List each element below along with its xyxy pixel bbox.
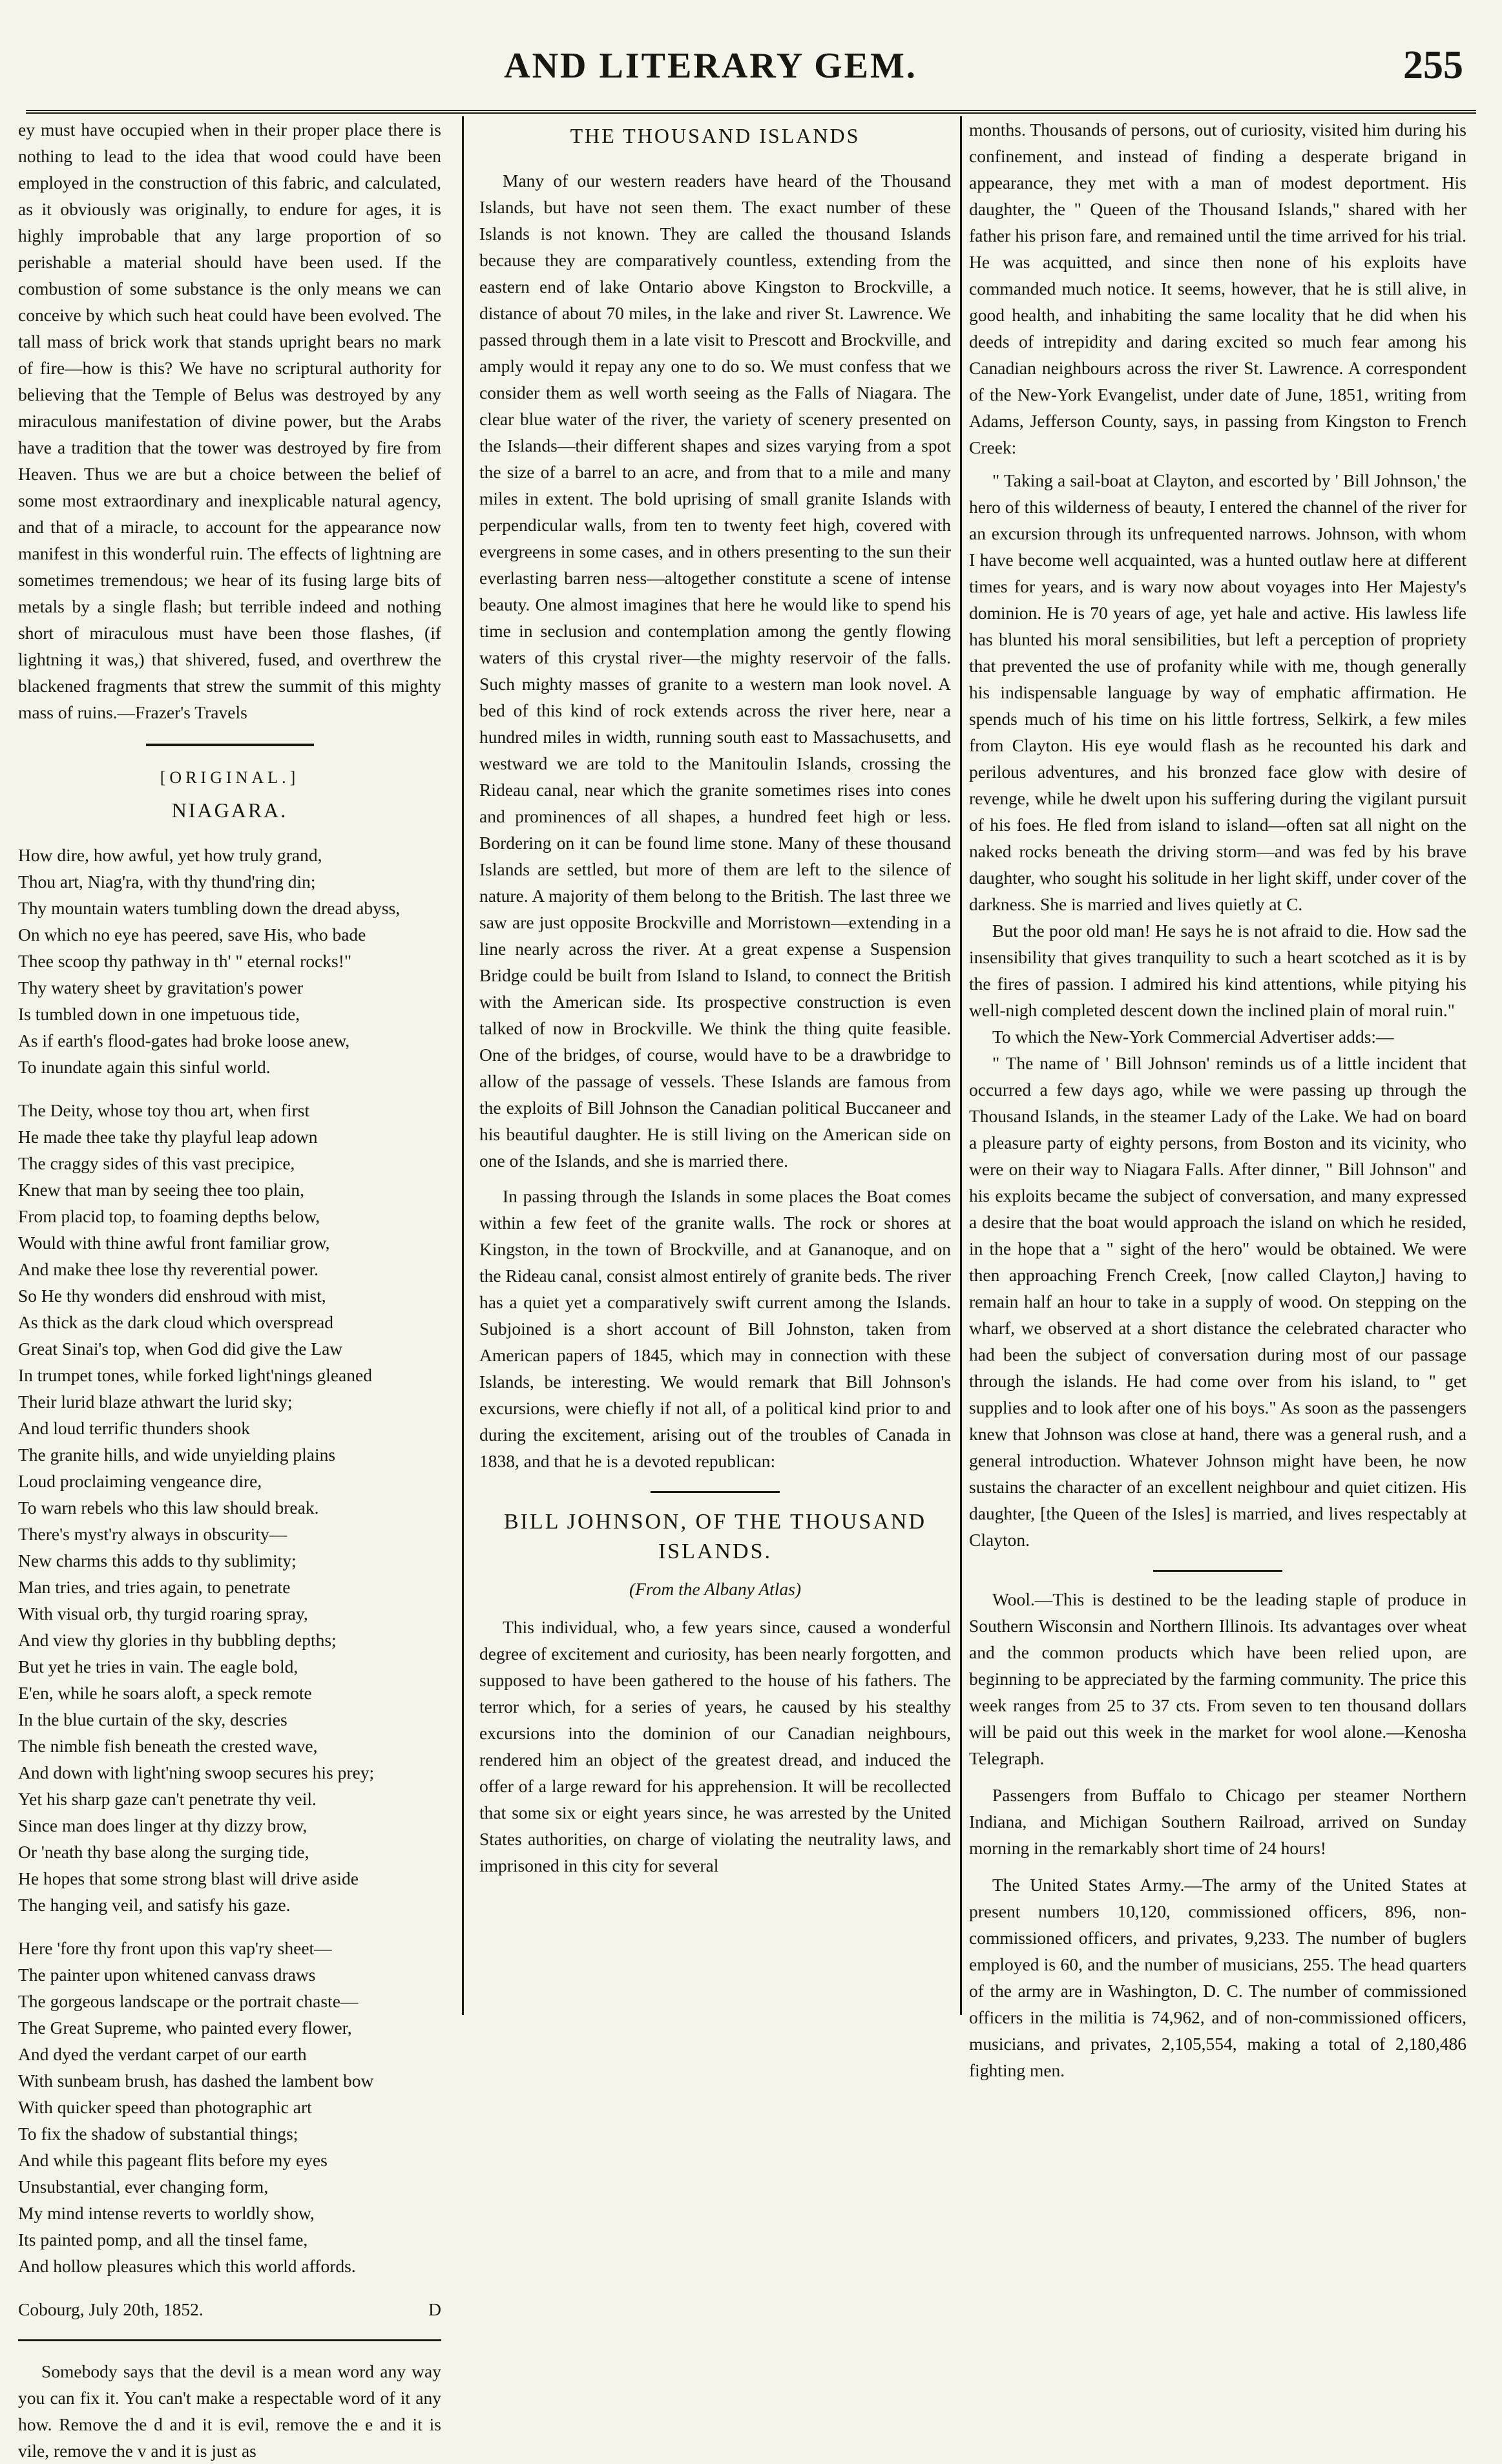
frazer-fragment: ey must have occupied when in their proper place there is nothing to lead to the idea that wood could have been employed in the construction of this fabric, and calculated, as it obviously was originally, to endure for ages, it is highly improbable that any large proportion of so perishable a material should have been used. If the combustion of some substance is the only means we can conceive by which such heat could have been evolved. The tall mass of brick work that stands upright bears no mark of fire—how is this? We have no scriptural authority for believing that the Temple of Belus was destroyed by any miraculous manifestation of divine power, but the Arabs have a tradition that the tower was destroyed by fire from Heaven. Thus we are but a choice between the belief of some most extraordinary and inexplicable natural agency, and that of a miracle, to account for the appearance now manifest in this wonderful ruin. The effects of lightning are sometimes tremendous; we hear of its fusing large bits of metals by a single flash; but terrible indeed and nothing short of miraculous must have been those flashes, (if lightning it was,) that shivered, fused, and overthrew the blackened fragments that strew the summit of this mighty mass of ruins.—Frazer's Travels [18,120,441,722]
poem-line: He hopes that some strong blast will drive aside [18,1868,359,1888]
poem-line: With sunbeam brush, has dashed the lambent bow [18,2071,374,2091]
poem-line: As thick as the dark cloud which overspread [18,1312,333,1332]
article-title-thousand-islands: THE THOUSAND ISLANDS [570,124,861,147]
running-head: AND LITERARY GEM. [504,46,917,86]
poem-line: So He thy wonders did enshroud with mist, [18,1286,326,1306]
poem-line: Is tumbled down in one impetuous tide, [18,1004,300,1024]
poem-line: And view thy glories in thy bubbling depths; [18,1630,337,1650]
poem-line: But yet he tries in vain. The eagle bold, [18,1656,298,1676]
poem-stanza [18,1097,441,1918]
poem-stanza [18,1935,441,2279]
poem-line: Thou art, Niag'ra, with thy thund'ring din; [18,872,316,892]
poem-line: How dire, how awful, yet how truly grand, [18,845,322,865]
poem-line: With quicker speed than photographic art [18,2097,312,2117]
wool-paragraph: Wool.—This is destined to be the leading staple of produce in Southern Wisconsin and Northern Illinois. Its advantages over wheat and the common products which have been relied upon, are beginning to be appreciated by the farming community. The price this week ranges from 25 to 37 cts. From seven to ten thousand dollars will be paid out this week in the market for wool alone.—Kenosha Telegraph. [969,1589,1466,1768]
poem-signature [18,2296,441,2323]
poem-line: The craggy sides of this vast precipice, [18,1153,295,1173]
poem-line: My mind intense reverts to worldly show, [18,2203,315,2223]
poem-line: Loud proclaiming vengeance dire, [18,1471,262,1491]
article-source: (From the Albany Atlas) [629,1579,802,1599]
poem-line: And dyed the verdant carpet of our earth [18,2044,307,2064]
article-paragraph: To which the New-York Commercial Advertiser adds:— [992,1027,1394,1047]
poem-line: Its painted pomp, and all the tinsel fame, [18,2229,308,2250]
article-paragraph: " Taking a sail-boat at Clayton, and escorted by ' Bill Johnson,' the hero of this wilderness of beauty, I entered the channel of the river for an excursion through its unfrequented narrows. Johnson, with whom I have become well acquainted, was a hunted outlaw here at different times for years, and is wary now about voyages into Her Majesty's dominion. He is 70 years of age, yet hale and active. His lawless life has blunted his moral sensibilities, but left a perception of propriety that prevented the use of profanity while with me, though generally his indispensable language by way of emphatic affirmation. He spends much of his time on his little fortress, Selkirk, a few miles from Clayton. His eye would flash as he recounted his dark and perilous adventures, and his bronzed face glow with desire of revenge, while he dwelt upon his suffering during the vigilant pursuit of his foes. He fled from island to island—often sat all night on the naked rocks beneath the driving storm—and was fed by his brave daughter, who sought his solitude in her light skiff, under cover of the darkness. She is married and lives quietly at C. [969,470,1466,914]
article-paragraph: This individual, who, a few years since, caused a wonderful degree of excitement and curiosity, has been nearly forgotten, and supposed to have been gathered to the house of his fathers. The terror which, for a series of years, he caused by his stealthy excursions into the dominion of our Canadian neighbours, rendered him an object of the greatest dread, and induced the offer of a large reward for his apprehension. It will be recollected that some six or eight years since, he was arrested by the United States authorities, on charge of violating the neutrality laws, and imprisoned in this city for several [479,1617,951,1875]
poem-line: In the blue curtain of the sky, descries [18,1709,287,1729]
poem-line: E'en, while he soars aloft, a speck remote [18,1683,312,1703]
poem-line: Thy mountain waters tumbling down the dread abyss, [18,898,401,918]
poem-line: The Deity, whose toy thou art, when first [18,1100,310,1120]
poem-line: With visual orb, thy turgid roaring spray, [18,1603,308,1624]
signature-initial: D [428,2299,441,2319]
poem-line: He made thee take thy playful leap adown [18,1127,318,1147]
poem-line: The gorgeous landscape or the portrait chaste— [18,1991,359,2011]
poem-line: Unsubstantial, ever changing form, [18,2177,269,2197]
article-paragraph: months. Thousands of persons, out of curiosity, visited him during his confinement, and instead of finding a desperate brigand in appearance, they met with a man of modest deportment. His daughter, the " Queen of the Thousand Islands," shared with her father his prison fare, and remained until the time arrived for his trial. He was acquitted, and since then none of his exploits have commanded much notice. It seems, however, that he is still alive, in good health, and inhabiting the same locality that he did when his deeds of intrepidity and daring excited so much fear among his Canadian neighbours across the river St. Lawrence. A correspondent of the New-York Evangelist, under date of June, 1851, writing from Adams, Jefferson County, says, in passing from Kingston to French Creek: [969,120,1466,457]
original-mark: [ORIGINAL.] [160,768,300,787]
poem-line: Would with thine awful front familiar grow, [18,1233,330,1253]
poem-line: Since man does linger at thy dizzy brow, [18,1815,308,1835]
poem-line: To fix the shadow of substantial things; [18,2124,298,2144]
article-paragraph: " The name of ' Bill Johnson' reminds us of a little incident that occurred a few days ago, while we were passing up through the Thousand Islands, in the steamer Lady of the Lake. We had on board a pleasure party of eighty persons, from Boston and its vicinity, who were on their way to Niagara Falls. After dinner, " Bill Johnson" and his exploits became the subject of conversation, and many expressed a desire that the boat would approach the island on which he resided, in the hope that a " sight of the hero" would be obtained. We were then approaching French Creek, [now called Clayton,] having to remain half an hour to take in a supply of wood. On stepping on the wharf, we observed at a short distance the celebrated character who had been the subject of conversation during most of our passage through the islands. He had come over from his island, to " get supplies and to look after one of his boys." As soon as the passengers knew that Johnson was close at hand, there was a general rush, and a general introduction. Whatever Johnson might have been, he now sustains the character of an excellent neighbour and quiet citizen. His daughter, [the Queen of the Isles] is married, and lives respectably at Clayton. [969,1053,1466,1550]
army-paragraph: The United States Army.—The army of the United States at present numbers 10,120, commissioned officers, 896, non-commissioned officers, and privates, 9,233. The number of buglers employed is 60, and the number of musicians, 255. The head quarters of the army are in Washington, D. C. The number of commissioned officers in the militia is 74,962, and of non-commissioned officers, musicians, and privates, 2,105,554, making a total of 2,180,486 fighting men. [969,1875,1466,2080]
column-rule-2 [960,116,962,2015]
header-rule [26,110,1476,114]
passengers-paragraph: Passengers from Buffalo to Chicago per steamer Northern Indiana, and Michigan Southern Railroad, arrived on Sunday morning in the remarkably short time of 24 hours! [969,1785,1466,1858]
devil-paragraph: Somebody says that the devil is a mean word any way you can fix it. You can't make a respectable word of it any how. Remove the d and it is evil, remove the e and it is vile, remove the v and it is just as [18,2361,441,2461]
poem-line: The nimble fish beneath the crested wave, [18,1736,318,1756]
poem-line: Thee scoop thy pathway in th' " eternal rocks!" [18,951,352,971]
poem-line: The Great Supreme, who painted every flower, [18,2018,352,2038]
poem-line: There's myst'ry always in obscurity— [18,1524,287,1544]
article-paragraph: Many of our western readers have heard of the Thousand Islands, but have not seen them. The exact number of these Islands is not known. They are called the thousand Islands because they are comparatively countless, extending from the eastern end of lake Ontario above Kingston to Brockville, a distance of about 70 miles, in the lake and river St. Lawrence. We passed through them in a late visit to Prescott and Brockville, and amply would it repay any one to do so. We must confess that we consider them as well worth seeing as the Falls of Niagara. The clear blue water of the river, the variety of scenery presented on the Islands—their different shapes and sizes varying from a spot the size of a barrel to an acre, and from that to a mile and many miles in extent. The bold uprising of small granite Islands with perpendicular walls, from ten to twenty feet high, covered with evergreens in some cases, and in others presenting to the sun their everlasting barren ness—altogether constitute a scene of intense beauty. One almost imagines that here he would like to spend his time in seclusion and contemplation among the gently flowing waters of this crystal river—the mighty reservoir of the falls. Such mighty masses of granite to a western man look novel. A bed of this kind of rock extends across the river here, near a hundred miles in width, running south east to Massachusetts, and westward we are told to the Manitoulin Islands, crossing the Rideau canal, near which the granite sometimes rises into cones and prominences of all shapes, a hundred feet high or less. Bordering on it can be found lime stone. Many of these thousand Islands are settled, but more of them are left to the silence of nature. A majority of them belong to the British. The last three we saw are just opposite Brockville and Morristown—extending in a line nearly across the river. At a great expense a Suspension Bridge could be built from Island to Island, to connect the British with the American side. Its prospective construction is even talked of now in Brockville. We think the thing quite feasible. One of the bridges, of course, would have to be a drawbridge to allow of the passage of vessels. These Islands are famous from the exploits of Bill Johnson the Canadian political Buccaneer and his beautiful daughter. He is still living on the American side on one of the Islands, and she is married there. [479,171,951,1171]
page-number: 255 [1403,43,1463,87]
article-paragraph: In passing through the Islands in some places the Boat comes within a few feet of the granite walls. The rock or shores at Kingston, in the town of Brockville, and at Gananoque, and on the Rideau canal, consist almost entirely of granite beds. The river has a quiet yet a comparatively swift current among the Islands. Subjoined is a short account of Bill Johnston, taken from American papers of 1845, which may in connection with these Islands, be interesting. We would remark that Bill Johnson's excursions, were chiefly if not all, of a political kind prior to and during the excitement, arising out of the troubles of Canada in 1838, and that he is a devoted republican: [479,1186,951,1471]
poem-line: On which no eye has peered, save His, who bade [18,924,366,945]
poem-line: To inundate again this sinful world. [18,1057,271,1077]
poem-line: Or 'neath thy base along the surging tide, [18,1842,309,1862]
poem-line: Here 'fore thy front upon this vap'ry sheet— [18,1938,332,1958]
page-header [0,39,1502,103]
poem-line: And down with light'ning swoop secures his prey; [18,1762,375,1782]
poem-line: And make thee lose thy reverential power. [18,1259,319,1279]
poem-stanza [18,842,441,1080]
poem-line: Knew that man by seeing thee too plain, [18,1180,304,1200]
separator [146,744,314,746]
poem-title: NIAGARA. [171,799,288,822]
poem-line: And hollow pleasures which this world affords. [18,2256,356,2276]
poem-line: And while this pageant flits before my eyes [18,2150,328,2170]
poem [18,842,441,2279]
poem-line: As if earth's flood-gates had broke loose anew, [18,1030,350,1050]
separator [18,2339,441,2341]
poem-line: The painter upon whitened canvass draws [18,1965,316,1985]
article-paragraph: But the poor old man! He says he is not afraid to die. How sad the insensibility that gives tranquility to such a heart scotched as it is by the fires of passion. I admired his kind attentions, while pitying his well-nigh completed descent down the inclined plain of moral ruin." [969,921,1466,1020]
poem-line: Thy watery sheet by gravitation's power [18,977,304,997]
column-rule-1 [462,116,464,2015]
separator [1153,1570,1282,1572]
poem-line: The granite hills, and wide unyielding plains [18,1445,336,1465]
signature-place: Cobourg, July 20th, 1852. [18,2299,203,2319]
poem-line: Yet his sharp gaze can't penetrate thy veil. [18,1789,317,1809]
middle-column [479,116,951,2015]
poem-line: From placid top, to foaming depths below, [18,1206,320,1226]
poem-line: And loud terrific thunders shook [18,1418,250,1438]
poem-line: New charms this adds to thy sublimity; [18,1550,297,1571]
poem-line: In trumpet tones, while forked light'nings gleaned [18,1365,372,1385]
poem-line: Their lurid blaze athwart the lurid sky; [18,1392,293,1412]
poem-line: To warn rebels who this law should break. [18,1498,319,1518]
right-column [969,116,1466,2080]
poem-line: The hanging veil, and satisfy his gaze. [18,1895,291,1915]
article-title-bill-johnson: BILL JOHNSON, OF THE THOUSAND ISLANDS. [503,1510,926,1563]
left-column [18,116,441,2461]
separator [651,1491,780,1493]
poem-line: Man tries, and tries again, to penetrate [18,1577,291,1597]
poem-line: Great Sinai's top, when God did give the Law [18,1339,343,1359]
